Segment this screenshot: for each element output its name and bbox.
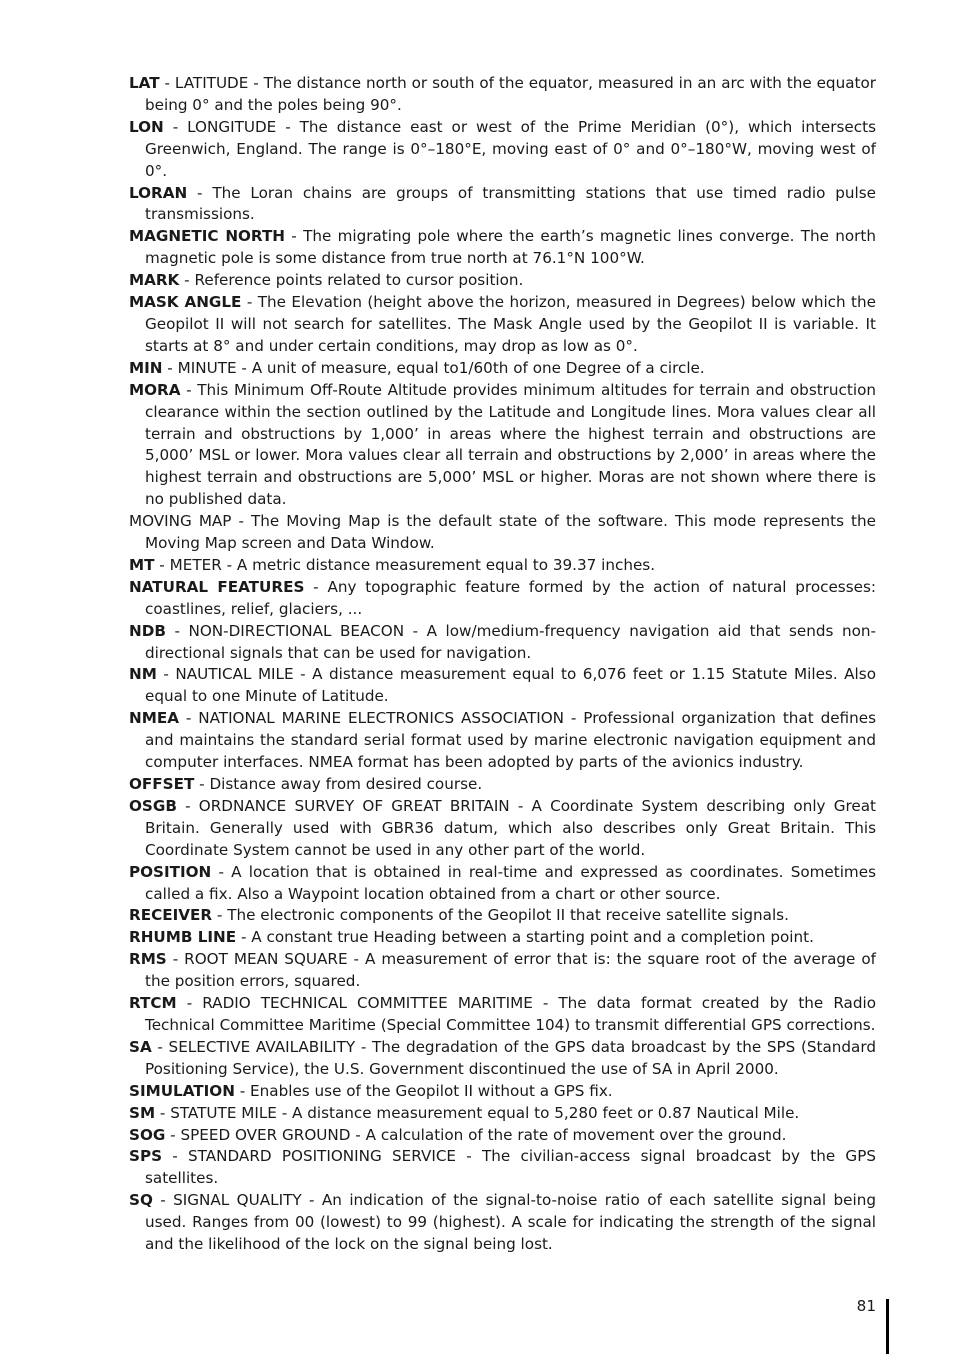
glossary-definition: - NON-DIRECTIONAL BEACON - A low/medium-frequency navigation aid that sends non-directional signals that can be used for navigation.: [145, 621, 876, 662]
glossary-entry: [129, 862, 876, 906]
glossary-entry: [129, 1081, 876, 1103]
glossary-term: MAGNETIC NORTH: [129, 227, 286, 246]
glossary-entry: [129, 708, 876, 774]
glossary-definition: - Any topographic feature formed by the action of natural processes: coastlines, relief, glaciers, ...: [145, 577, 876, 618]
glossary-entry: [129, 270, 876, 292]
glossary-definition: - The Moving Map is the default state of the software. This mode represents the Moving Map screen and Data Window.: [145, 512, 876, 553]
glossary-entry: [129, 774, 876, 796]
glossary-definition: - The Elevation (height above the horizon, measured in Degrees) below which the Geopilot II will not search for satellites. The Mask Angle used by the Geopilot II is variable. It starts at 8° and under certain conditions, may drop as low as 0°.: [145, 293, 876, 355]
glossary-term: MORA: [129, 380, 181, 399]
glossary-term: MOVING MAP: [129, 512, 232, 531]
glossary-term: NDB: [129, 621, 166, 640]
glossary-term: SPS: [129, 1147, 163, 1166]
glossary-entry: [129, 949, 876, 993]
glossary-term: MASK ANGLE: [129, 293, 242, 312]
glossary-entry: [129, 358, 876, 380]
glossary-entry: [129, 73, 876, 117]
glossary-entry: [129, 577, 876, 621]
glossary-entry: [129, 555, 876, 577]
glossary-definition: - A location that is obtained in real-time and expressed as coordinates. Sometimes called a fix. Also a Waypoint location obtained from a chart or other source.: [145, 862, 876, 903]
glossary-term: OFFSET: [129, 775, 195, 793]
glossary-entry: [129, 993, 876, 1037]
glossary-entry: [129, 927, 876, 949]
glossary-entry: [129, 621, 876, 665]
page-number: 81: [856, 1297, 876, 1315]
glossary-list: [129, 73, 876, 1256]
glossary-term: NATURAL FEATURES: [129, 577, 305, 596]
glossary-entry: [129, 1190, 876, 1256]
glossary-term: SA: [129, 1037, 152, 1056]
glossary-definition: - SELECTIVE AVAILABILITY - The degradation of the GPS data broadcast by the SPS (Standard Positioning Service), the U.S. Government discontinued the use of SA in April 2000.: [145, 1037, 876, 1078]
glossary-definition: - The migrating pole where the earth’s magnetic lines converge. The north magnetic pole is some distance from true north at 76.1°N 100°W.: [145, 227, 876, 268]
glossary-term: SQ: [129, 1191, 153, 1210]
glossary-definition: - This Minimum Off-Route Altitude provides minimum altitudes for terrain and obstruction clearance within the section outlined by the Latitude and Longitude lines. Mora values clear all terrain and obstructions by 1,000’ in areas where the highest terrain and obstructions are 5,000’ MSL or lower. Mora values clear all terrain and obstructions by 2,000’ in areas where the highest terrain and obstructions are 5,000’ MSL or higher. Moras are not shown where there is no published data.: [145, 380, 876, 509]
glossary-definition: - SIGNAL QUALITY - An indication of the signal-to-noise ratio of each satellite signal being used. Ranges from 00 (lowest) to 99 (highest). A scale for indicating the strength of the signal and the likelihood of the lock on the signal being lost.: [145, 1191, 876, 1254]
glossary-term: LORAN: [129, 183, 188, 202]
glossary-term: MT: [129, 555, 155, 574]
glossary-definition: - LATITUDE - The distance north or south of the equator, measured in an arc with the equator being 0° and the poles being 90°.: [145, 74, 876, 114]
glossary-term: OSGB: [129, 796, 177, 815]
glossary-term: LON: [129, 117, 164, 136]
glossary-entry: [129, 380, 876, 511]
glossary-entry: [129, 1146, 876, 1190]
glossary-term: SM: [129, 1103, 156, 1122]
glossary-definition: - Distance away from desired course.: [194, 775, 483, 793]
glossary-entry: [129, 511, 876, 555]
glossary-definition: - STATUTE MILE - A distance measurement equal to 5,280 feet or 0.87 Nautical Mile.: [155, 1103, 800, 1122]
glossary-definition: - Enables use of the Geopilot II without a GPS fix.: [234, 1081, 613, 1100]
glossary-term: NM: [129, 665, 157, 684]
glossary-entry: [129, 292, 876, 358]
glossary-definition: - MINUTE - A unit of measure, equal to1/60th of one Degree of a circle.: [162, 358, 705, 377]
glossary-definition: - RADIO TECHNICAL COMMITTEE MARITIME - The data format created by the Radio Technical Committee Maritime (Special Committee 104) to transmit differential GPS corrections.: [145, 994, 876, 1034]
glossary-entry: [129, 183, 876, 227]
page-edge-rule: [886, 1299, 889, 1354]
glossary-definition: - ROOT MEAN SQUARE - A measurement of error that is: the square root of the average of the position errors, squared.: [145, 950, 876, 991]
glossary-definition: - The electronic components of the Geopilot II that receive satellite signals.: [212, 906, 789, 925]
glossary-definition: - NAUTICAL MILE - A distance measurement equal to 6,076 feet or 1.15 Statute Miles. Also equal to one Minute of Latitude.: [145, 665, 876, 706]
glossary-definition: - SPEED OVER GROUND - A calculation of the rate of movement over the ground.: [165, 1125, 787, 1144]
glossary-term: NMEA: [129, 709, 179, 728]
glossary-entry: [129, 117, 876, 183]
glossary-definition: - NATIONAL MARINE ELECTRONICS ASSOCIATION - Professional organization that defines and maintains the standard serial format used by marine electronic navigation equipment and computer interfaces. NMEA format has been adopted by parts of the avionics industry.: [145, 709, 876, 772]
glossary-entry: [129, 1125, 876, 1147]
glossary-term: POSITION: [129, 862, 212, 881]
glossary-definition: - LONGITUDE - The distance east or west of the Prime Meridian (0°), which intersects Greenwich, England. The range is 0°–180°E, moving east of 0° and 0°–180°W, moving west of 0°.: [145, 117, 876, 180]
glossary-term: SOG: [129, 1125, 166, 1144]
glossary-term: MIN: [129, 358, 163, 377]
glossary-definition: - The Loran chains are groups of transmitting stations that use timed radio pulse transmissions.: [145, 183, 876, 224]
glossary-entry: [129, 226, 876, 270]
glossary-definition: - Reference points related to cursor position.: [179, 271, 524, 290]
glossary-definition: - STANDARD POSITIONING SERVICE - The civilian-access signal broadcast by the GPS satellites.: [145, 1147, 876, 1188]
glossary-definition: - ORDNANCE SURVEY OF GREAT BRITAIN - A Coordinate System describing only Great Britain. Generally used with GBR36 datum, which also describes only Great Britain. This Coordinate System cannot be used in any other part of the world.: [145, 796, 876, 859]
glossary-entry: [129, 905, 876, 927]
glossary-term: SIMULATION: [129, 1081, 235, 1100]
glossary-term: RMS: [129, 950, 167, 969]
glossary-definition: - METER - A metric distance measurement equal to 39.37 inches.: [154, 555, 656, 574]
glossary-term: LAT: [129, 74, 160, 92]
glossary-entry: [129, 796, 876, 862]
glossary-term: RHUMB LINE: [129, 928, 237, 947]
glossary-entry: [129, 664, 876, 708]
glossary-term: RTCM: [129, 994, 177, 1013]
glossary-term: RECEIVER: [129, 906, 213, 925]
glossary-definition: - A constant true Heading between a starting point and a completion point.: [236, 928, 814, 947]
glossary-entry: [129, 1103, 876, 1125]
glossary-term: MARK: [129, 271, 180, 290]
glossary-entry: [129, 1037, 876, 1081]
